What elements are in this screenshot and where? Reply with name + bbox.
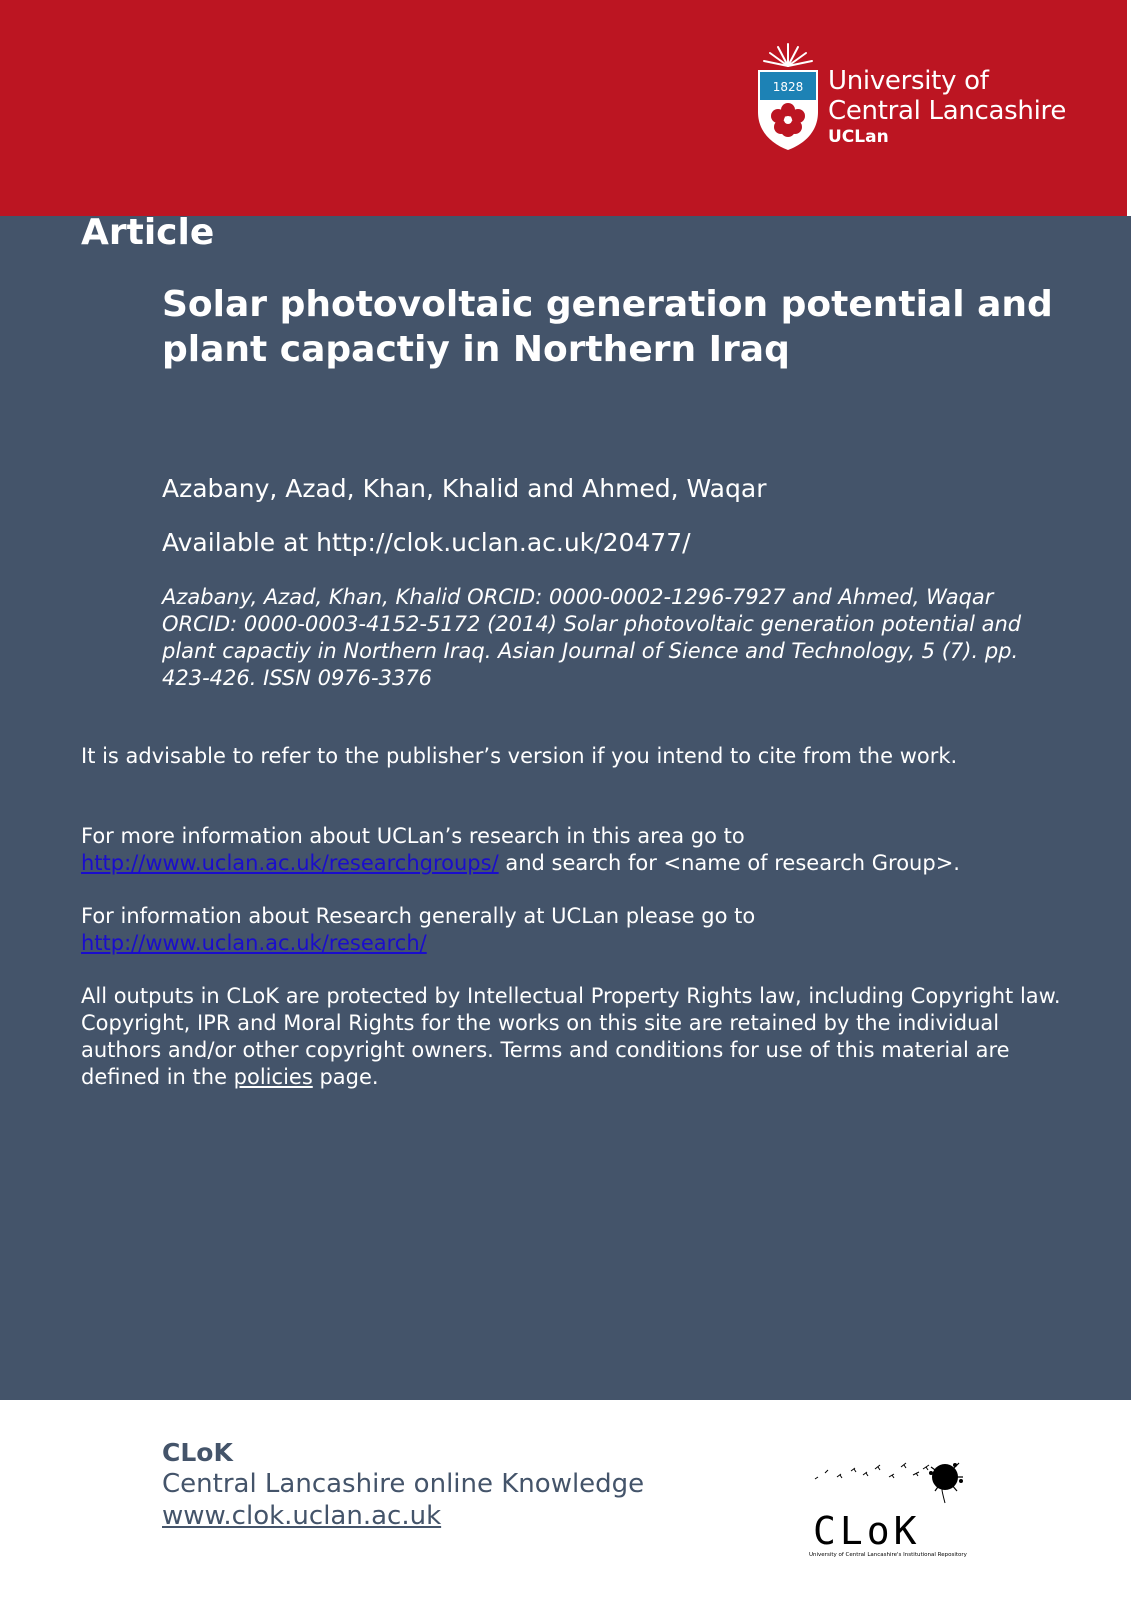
uclan-logo[interactable] bbox=[752, 40, 1092, 155]
uclan-logo-text bbox=[828, 66, 1066, 148]
clok-logo-subtitle: University of Central Lancashire's Institutional Repository bbox=[809, 1552, 967, 1558]
document-type: Article bbox=[81, 212, 215, 253]
rights-suffix: page. bbox=[312, 1065, 379, 1089]
authors: Azabany, Azad, Khan, Khalid and Ahmed, Waqar bbox=[162, 474, 767, 503]
advisory-note: It is advisable to refer to the publisher’s version if you intend to cite from the work. bbox=[81, 744, 958, 768]
more-info-text: For more information about UCLan’s research in this area go to bbox=[81, 824, 745, 848]
more-info-suffix: and search for <name of research Group>. bbox=[498, 851, 960, 875]
rights-text: All outputs in CLoK are protected by Intellectual Property Rights law, including Copyright law. Copyright, IPR and Moral Rights for the works on this site are retained by the individual authors and/or other copyright owners. Terms and conditions for use of this material are defined in the bbox=[81, 984, 1061, 1089]
footer-clok-name: CLoK bbox=[162, 1438, 233, 1467]
dandelion-icon bbox=[805, 1455, 975, 1515]
logo-line-university: University of bbox=[828, 66, 989, 96]
logo-line-central-lancashire: Central Lancashire bbox=[828, 96, 1067, 126]
general-info-paragraph bbox=[81, 903, 1071, 957]
more-info-paragraph bbox=[81, 823, 1071, 877]
rights-paragraph bbox=[81, 983, 1071, 1091]
svg-text:1828: 1828 bbox=[772, 80, 804, 94]
citation: Azabany, Azad, Khan, Khalid ORCID: 0000-0002-1296-7927 and Ahmed, Waqar ORCID: 0000-0003-4152-5172 (2014) Solar photovoltaic generation potential and plant capactiy in Northern Iraq. Asian Journal of Sience and Technology, 5 (7). pp. 423-426. ISSN 0976-3376 bbox=[162, 585, 1022, 690]
policies-link[interactable]: policies bbox=[233, 1065, 313, 1089]
page-title: Solar photovoltaic generation potential and plant capactiy in Northern Iraq bbox=[162, 284, 1053, 370]
research-groups-link[interactable]: http://www.uclan.ac.uk/researchgroups/ bbox=[81, 851, 499, 875]
clok-logo-word: CLoK bbox=[813, 1509, 921, 1553]
uclan-shield-icon bbox=[752, 40, 824, 155]
research-link[interactable]: http://www.uclan.ac.uk/research/ bbox=[81, 931, 427, 955]
available-at: Available at http://clok.uclan.ac.uk/20477/ bbox=[162, 528, 691, 557]
footer-clok-link[interactable]: www.clok.uclan.ac.uk bbox=[162, 1501, 442, 1531]
cover-panel bbox=[0, 216, 1131, 1400]
footer-full-name: Central Lancashire online Knowledge bbox=[162, 1469, 645, 1499]
logo-line-uclan: UCLan bbox=[828, 127, 889, 147]
clok-logo bbox=[805, 1455, 975, 1558]
general-info-text: For information about Research generally at UCLan please go to bbox=[81, 904, 756, 928]
